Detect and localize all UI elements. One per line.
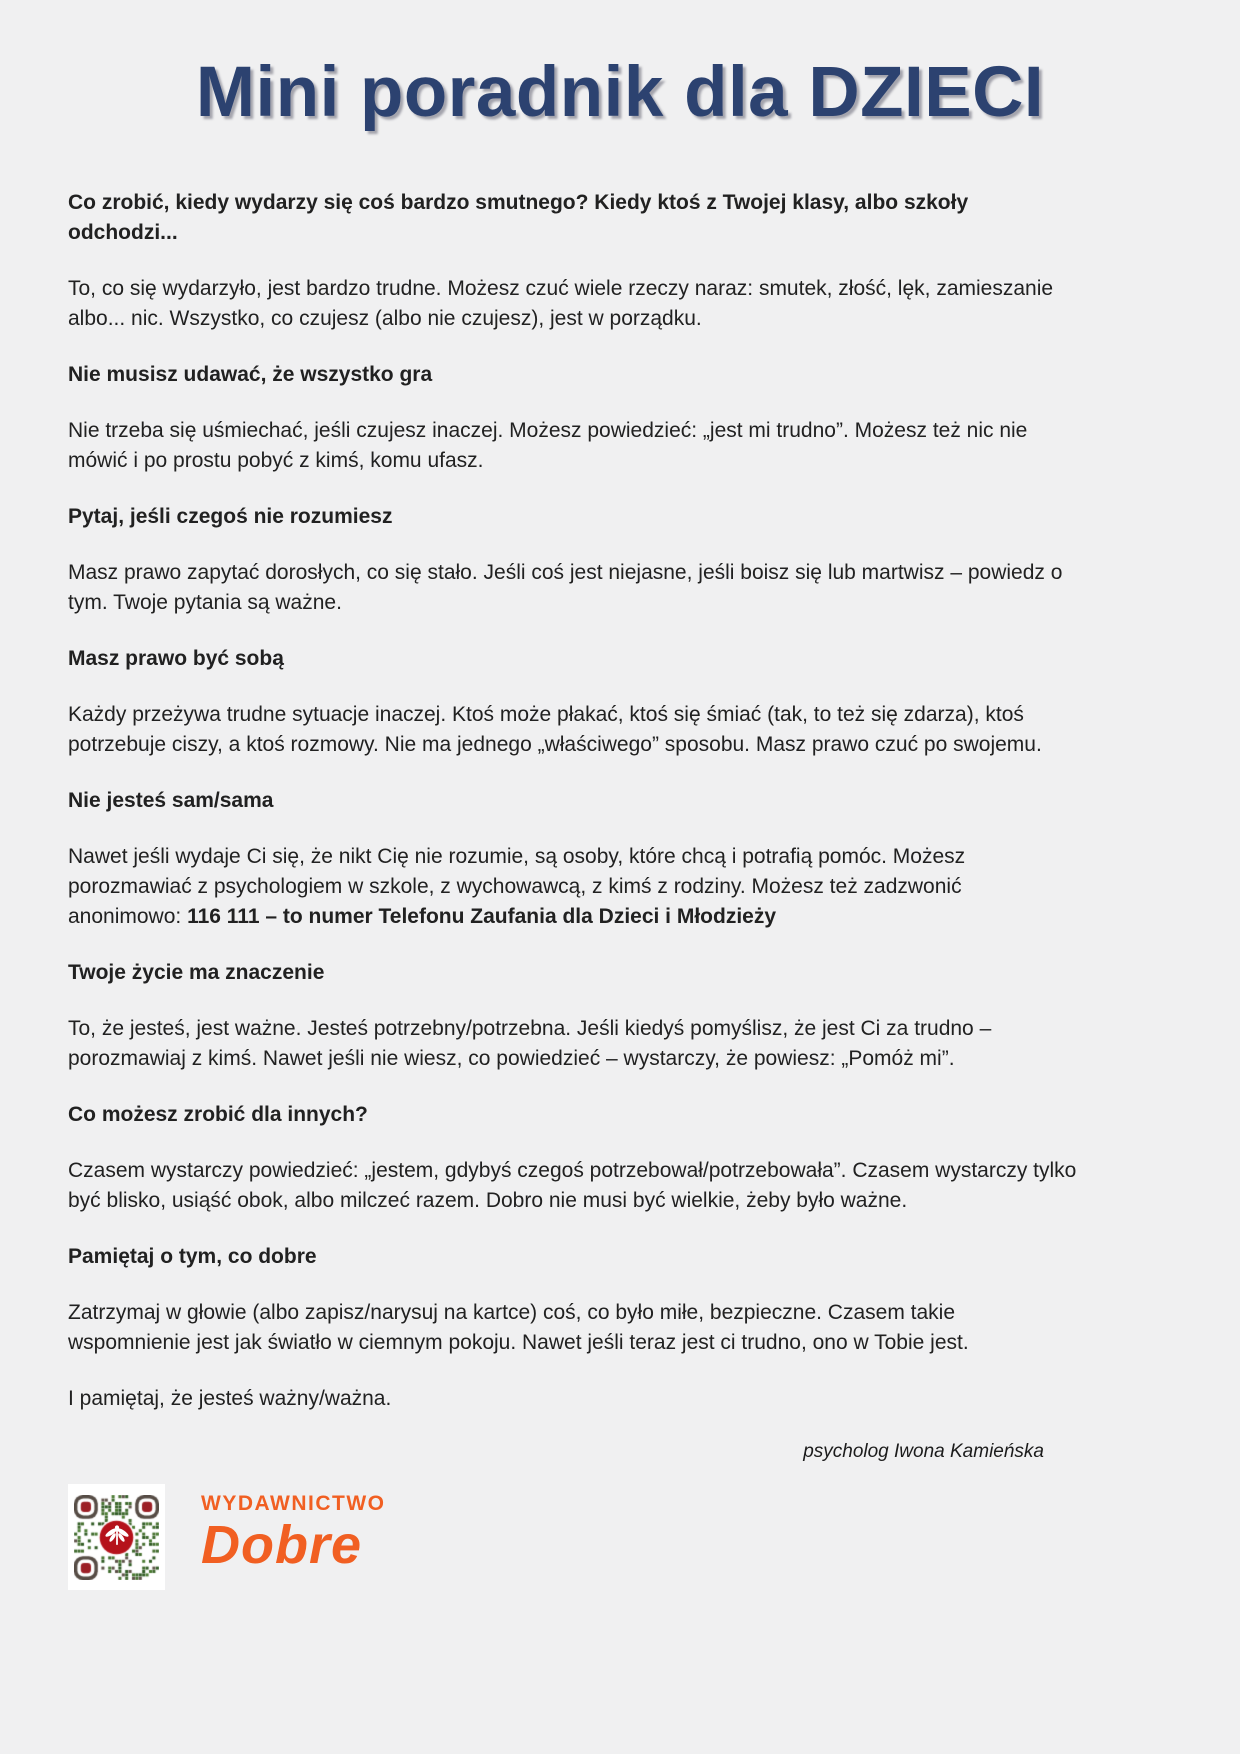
section-paragraph-5 xyxy=(68,1014,1080,1074)
section-heading-5: Twoje życie ma znaczenie xyxy=(68,961,325,984)
publisher-label: WYDAWNICTWO xyxy=(201,1492,386,1515)
section-text-5: To, że jesteś, jest ważne. Jesteś potrzebny/potrzebna. Jeśli kiedyś pomyślisz, że jest Ci za trudno – porozmawiaj z kimś. Nawet jeśli nie wiesz, co powiedzieć – wystarczy, że powiesz: „Pomóż mi”. xyxy=(68,1017,992,1070)
section-text-3: Każdy przeżywa trudne sytuacje inaczej. Ktoś może płakać, ktoś się śmiać (tak, to też się zdarza), ktoś potrzebuje ciszy, a ktoś rozmowy. Nie ma jednego „właściwego” sposobu. Masz prawo czuć po swojemu. xyxy=(68,703,1042,756)
section-paragraph-2 xyxy=(68,558,1080,618)
section-text-6: Czasem wystarczy powiedzieć: „jestem, gdybyś czegoś potrzebował/potrzebowała”. Czasem wystarczy tylko być blisko, usiąść obok, albo milczeć razem. Dobro nie musi być wielkie, żeby było ważne. xyxy=(68,1159,1077,1212)
section-heading-2: Pytaj, jeśli czegoś nie rozumiesz xyxy=(68,505,393,528)
section-text-2: Masz prawo zapytać dorosłych, co się stało. Jeśli coś jest niejasne, jeśli boisz się lub martwisz – powiedz o tym. Twoje pytania są ważne. xyxy=(68,561,1063,614)
section-text-7: Zatrzymaj w głowie (albo zapisz/narysuj na kartce) coś, co było miłe, bezpieczne. Czasem takie wspomnienie jest jak światło w ciemnym pokoju. Nawet jeśli teraz jest ci trudno, ono w Tobie jest. xyxy=(68,1301,969,1354)
section-heading-1: Nie musisz udawać, że wszystko gra xyxy=(68,363,433,386)
page-title: Mini poradnik dla DZIECI xyxy=(195,53,1045,132)
section-text-4: Nawet jeśli wydaje Ci się, że nikt Cię nie rozumie, są osoby, które chcą i potrafią pomóc. Możesz porozmawiać z psychologiem w szkole, z wychowawcą, z kimś z rodziny. Możesz też zadzwonić anonimowo: xyxy=(68,845,966,928)
intro-paragraph: Co zrobić, kiedy wydarzy się coś bardzo smutnego? Kiedy ktoś z Twojej klasy, albo szkoły odchodzi... xyxy=(68,191,969,244)
section-heading-3: Masz prawo być sobą xyxy=(68,647,284,670)
section-paragraph-7 xyxy=(68,1298,1080,1358)
section-paragraph-1 xyxy=(68,416,1080,476)
section-paragraph-6 xyxy=(68,1156,1080,1216)
section-text-1: Nie trzeba się uśmiechać, jeśli czujesz inaczej. Możesz powiedzieć: „jest mi trudno”. Możesz też nic nie mówić i po prostu pobyć z kimś, komu ufasz. xyxy=(68,419,1028,472)
closing-paragraph: I pamiętaj, że jesteś ważny/ważna. xyxy=(68,1387,392,1410)
author-signature: psycholog Iwona Kamieńska xyxy=(803,1441,1044,1462)
section-heading-7: Pamiętaj o tym, co dobre xyxy=(68,1245,317,1268)
qr-code-canvas xyxy=(74,1495,159,1580)
publisher-footer xyxy=(68,1484,1172,1590)
section-paragraph-3 xyxy=(68,700,1080,760)
publisher-logo xyxy=(201,1484,385,1573)
publisher-name: Dobre xyxy=(201,1515,363,1575)
qr-code xyxy=(68,1484,165,1590)
helpline-number-bold: 116 111 – to numer Telefonu Zaufania dla Dzieci i Młodzieży xyxy=(187,905,777,928)
section-heading-6: Co możesz zrobić dla innych? xyxy=(68,1103,368,1126)
section-heading-4: Nie jesteś sam/sama xyxy=(68,789,274,812)
section-paragraph-4 xyxy=(68,842,1080,932)
lead-paragraph: To, co się wydarzyło, jest bardzo trudne. Możesz czuć wiele rzeczy naraz: smutek, złość, lęk, zamieszanie albo... nic. Wszystko, co czujesz (albo nie czujesz), jest w porządku. xyxy=(68,277,1054,330)
